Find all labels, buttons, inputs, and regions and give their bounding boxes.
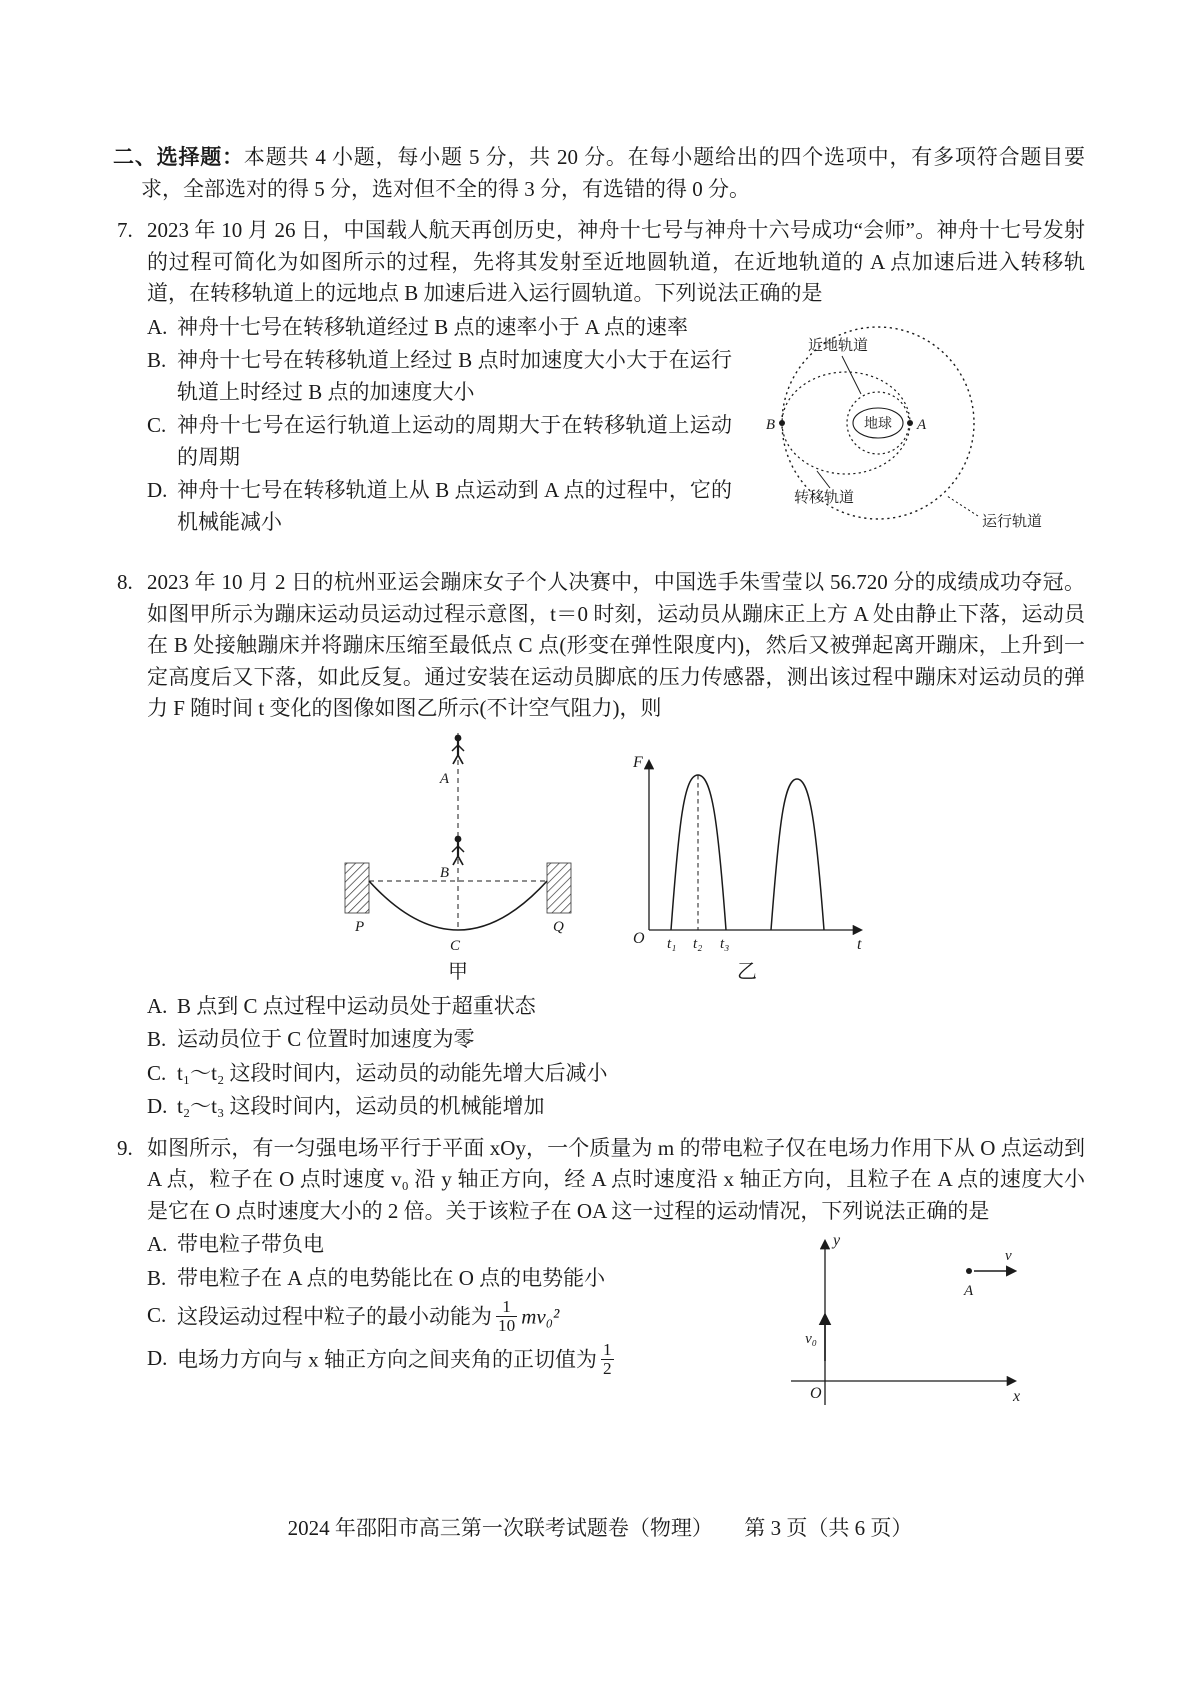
point-a-label: A xyxy=(964,1283,974,1299)
transfer-orbit-pointer xyxy=(817,471,830,488)
option-label: A. xyxy=(147,993,168,1018)
section-title: 二、选择题： xyxy=(113,145,244,169)
option-label: C. xyxy=(147,413,167,437)
label-q: Q xyxy=(553,918,564,935)
left-wall xyxy=(345,863,369,913)
question-8-number: 8. xyxy=(117,570,133,594)
section-description: 本题共 4 小题，每小题 5 分，共 20 分。在每小题给出的四个选项中，有多项符合题目要求，全部选对的得 5 分，选对但不全的得 3 分，有选错的得 0 分。 xyxy=(141,145,1086,201)
point-b-label: B xyxy=(765,416,775,433)
t1-label: t₁ xyxy=(667,935,677,952)
label-p: P xyxy=(355,918,365,935)
option-text: 神舟十七号在转移轨道上从 B 点运动到 A 点的过程中，它的机械能减小 xyxy=(177,478,732,534)
q9-option-c xyxy=(147,1297,759,1337)
earth-label: 地球 xyxy=(864,416,892,432)
option-text: B 点到 C 点过程中运动员处于超重状态 xyxy=(177,993,536,1018)
orbit-diagram xyxy=(738,320,1074,558)
right-wall xyxy=(547,863,571,913)
force-time-graph-svg xyxy=(621,747,873,955)
question-8-figures xyxy=(147,731,1085,987)
point-a-dot xyxy=(907,420,913,426)
question-8-stem: 2023 年 10 月 2 日的杭州亚运会蹦床女子个人决赛中，中国选手朱雪莹以 56.720 分的成绩成功夺冠。如图甲所示为蹦床运动员运动过程示意图，t＝0 时刻，运动员从蹦床正上方 A 处由静止下落，运动员在 B 处接触蹦床并将蹦床压缩至最低点 C 点(形变在弹性限度内)，然后又被弹起离开蹦床，上升到一定高度后又下落，如此反复。通过安装在运动员脚底的压力传感器，测出该过程中蹦床对运动员的弹力 F 随时间 t 变化的图像如图乙所示(不计空气阻力)，则 xyxy=(147,570,1085,720)
question-8 xyxy=(113,567,1085,1123)
point-a-label: A xyxy=(917,416,927,433)
page-footer: 2024 年邵阳市高三第一次联考试题卷（物理） 第 3 页（共 6 页） xyxy=(287,1516,913,1540)
option-label: C. xyxy=(147,1303,167,1327)
option-label: C. xyxy=(147,1060,167,1085)
f-axis-label: F xyxy=(633,753,643,771)
low-orbit-pointer xyxy=(842,356,861,394)
origin-label: O xyxy=(810,1385,822,1402)
option-text: 运动员位于 C 位置时加速度为零 xyxy=(177,1027,475,1051)
q9-option-d xyxy=(147,1340,759,1380)
v-label: v xyxy=(1005,1248,1012,1264)
q8-option-d xyxy=(147,1091,1085,1123)
question-7-stem: 2023 年 10 月 26 日，中国载人航天再创历史，神舟十七号与神舟十六号成功“会师”。神舟十七号发射的过程可简化为如图所示的过程，先将其发射至近地圆轨道，在近地轨道的 A 点加速后进入转移轨道，在转移轨道上的远地点 B 加速后进入运行圆轨道。下列说法正确的是 xyxy=(147,218,1085,305)
q7-option-c xyxy=(147,410,732,473)
question-7-number: 7. xyxy=(117,218,133,242)
label-a: A xyxy=(439,770,449,787)
origin-label: O xyxy=(633,929,645,947)
athlete-at-a xyxy=(452,734,464,763)
q7-option-d xyxy=(147,475,732,538)
question-9 xyxy=(113,1133,1085,1425)
option-text: 神舟十七号在运行轨道上运动的周期大于在转移轨道上运动的周期 xyxy=(177,413,732,469)
point-a-dot xyxy=(966,1268,972,1274)
option-text: t₁～t₂ 这段时间内，运动员的动能先增大后减小 xyxy=(177,1060,608,1085)
t2-label: t₂ xyxy=(693,935,703,952)
option-text: 电场力方向与 x 轴正方向之间夹角的正切值为 xyxy=(177,1347,597,1372)
transfer-orbit-label: 转移轨道 xyxy=(794,489,855,506)
y-axis-label: y xyxy=(833,1232,841,1249)
label-c: C xyxy=(449,937,461,954)
q8-option-a xyxy=(147,991,1085,1023)
caption-yi: 乙 xyxy=(737,960,757,983)
question-7-body xyxy=(147,310,1085,558)
trampoline-diagram xyxy=(343,731,573,987)
v0-label: v₀ xyxy=(805,1331,817,1347)
force-time-graph xyxy=(621,747,873,987)
t-axis-label: t xyxy=(857,935,862,953)
question-9-number: 9. xyxy=(117,1135,133,1160)
question-9-options xyxy=(147,1227,759,1380)
page-content xyxy=(113,142,1085,1425)
option-label: D. xyxy=(147,1094,168,1118)
option-text: t₂～t₃ 这段时间内，运动员的机械能增加 xyxy=(177,1094,545,1118)
option-text: 带电粒子在 A 点的电势能比在 O 点的电势能小 xyxy=(177,1265,606,1290)
low-orbit-label: 近地轨道 xyxy=(808,337,869,354)
option-text: 带电粒子带负电 xyxy=(177,1232,324,1256)
x-axis-label: x xyxy=(1013,1388,1021,1405)
option-text: 神舟十七号在转移轨道经过 B 点的速率小于 A 点的速率 xyxy=(177,314,689,339)
option-label: A. xyxy=(147,314,168,339)
field-motion-diagram xyxy=(777,1229,1029,1425)
point-b-dot xyxy=(779,420,785,426)
option-label: D. xyxy=(147,478,168,502)
running-orbit-label: 运行轨道 xyxy=(982,513,1043,530)
question-7-options xyxy=(147,310,732,539)
option-text: 神舟十七号在转移轨道上经过 B 点时加速度大小大于在运行轨道上时经过 B 点的加速度大小 xyxy=(177,348,732,404)
question-7 xyxy=(113,215,1085,557)
section-heading xyxy=(113,142,1085,205)
q9-option-b xyxy=(147,1263,759,1295)
q8-option-b xyxy=(147,1024,1085,1056)
question-8-options xyxy=(147,991,1085,1123)
question-9-body xyxy=(147,1227,1085,1425)
running-orbit-pointer xyxy=(947,496,978,516)
fraction-one-half: $\frac{1}{2}$ xyxy=(603,1340,612,1379)
field-motion-svg xyxy=(777,1229,1029,1415)
q7-option-b xyxy=(147,345,732,408)
label-b: B xyxy=(439,864,449,881)
q9-option-a xyxy=(147,1229,759,1261)
caption-jia: 甲 xyxy=(448,960,468,983)
q8-option-c xyxy=(147,1058,1085,1090)
option-label: B. xyxy=(147,1027,167,1051)
option-math-term: mv₀² xyxy=(521,1304,560,1329)
q7-option-a xyxy=(147,312,732,344)
option-label: A. xyxy=(147,1232,168,1256)
force-pulse-2 xyxy=(771,779,824,930)
trampoline-svg xyxy=(343,731,573,955)
question-9-stem: 如图所示，有一匀强电场平行于平面 xOy，一个质量为 m 的带电粒子仅在电场力作用下从 O 点运动到 A 点，粒子在 O 点时速度 v₀ 沿 y 轴正方向，经 A 点时速度沿 x 轴正方向，且粒子在 A 点的速度大小是它在 O 点时速度大小的 2 倍。关于该粒子在 OA 这一过程的运动情况，下列说法正确的是 xyxy=(147,1135,1085,1223)
t3-label: t₃ xyxy=(720,935,730,952)
option-label: D. xyxy=(147,1346,168,1371)
option-text: 这段运动过程中粒子的最小动能为 xyxy=(177,1304,492,1329)
option-label: B. xyxy=(147,1265,167,1290)
option-label: B. xyxy=(147,348,167,372)
fraction-one-tenth: $\frac{1}{10}$ xyxy=(498,1297,516,1336)
orbit-diagram-svg xyxy=(738,320,1074,548)
